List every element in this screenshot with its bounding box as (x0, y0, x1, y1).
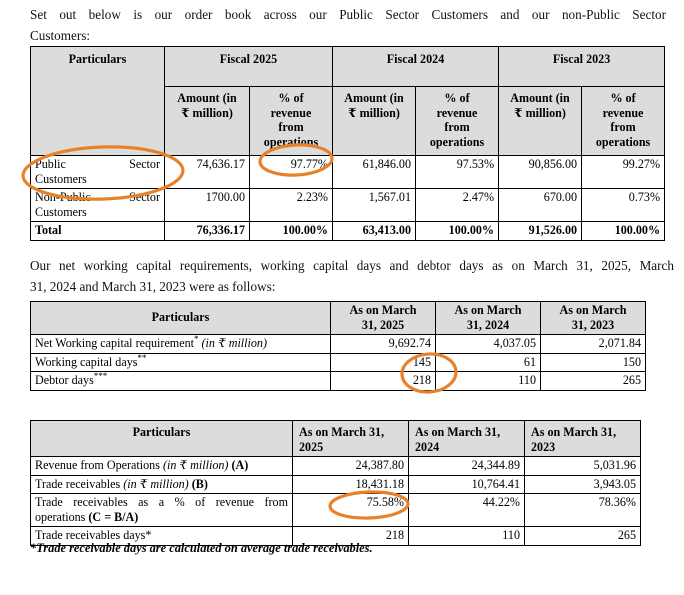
order-book-row-label-public-sector (31, 156, 165, 189)
cell-2023: 265 (525, 527, 641, 546)
cell-fy2025-amount: 76,336.17 (165, 222, 250, 241)
working-capital-header-2025 (331, 302, 436, 335)
row-label-text: Net Working capital requirement (35, 336, 194, 350)
table-footnote: *Trade receivable days are calculated on average trade receivables. (30, 541, 373, 555)
cell-fy2023-amount: 91,526.00 (499, 222, 582, 241)
cell-2024: 44.22% (409, 494, 525, 527)
trade-receivables-table (30, 420, 641, 546)
label-word-2: Sector (129, 157, 160, 171)
order-book-header-row-1 (31, 47, 665, 87)
row-label-unit: (in ₹ million) (123, 476, 189, 491)
footnote-marker: ** (137, 352, 147, 363)
intro-paragraph (30, 4, 666, 46)
order-book-particulars-header: Particulars (31, 47, 165, 156)
cell-2024: 24,344.89 (409, 457, 525, 476)
pct-header-line-4: operations (595, 134, 651, 149)
cell-2024: 4,037.05 (436, 335, 541, 354)
order-book-amount-header-2023 (499, 87, 582, 156)
pct-header-line-2: revenue (436, 105, 478, 120)
order-book-fiscal-2024-header: Fiscal 2024 (333, 47, 499, 87)
label-word-2: Sector (129, 190, 160, 204)
pct-header-line-4: operations (429, 134, 485, 149)
table-row (31, 335, 646, 354)
pct-header-line-3: from (278, 120, 304, 134)
cell-2025: 24,387.80 (293, 457, 409, 476)
working-capital-header-row (31, 302, 646, 335)
row-label-text: Revenue from Operations (35, 458, 160, 472)
cell-2024: 61 (436, 353, 541, 372)
amount-header-line-2: ₹ million) (181, 105, 233, 120)
trade-receivables-row-label-receivable-days: Trade receivables days* (31, 527, 293, 546)
order-book-fiscal-2023-header: Fiscal 2023 (499, 47, 665, 87)
header-line-2: 2024 (415, 439, 440, 454)
cell-fy2024-pct: 2.47% (416, 189, 499, 222)
header-line-2: 2023 (531, 439, 556, 454)
cell-2024: 10,764.41 (409, 475, 525, 494)
table-row (31, 494, 641, 527)
header-line-1: As on March (454, 303, 522, 317)
table-row (31, 189, 665, 222)
header-line-1: As on March 31, (299, 425, 385, 439)
row-label-text: Trade receivables (35, 476, 121, 491)
footnote-marker: * (194, 333, 199, 344)
header-line-2: 2025 (299, 439, 324, 454)
pct-header-line-3: from (444, 120, 470, 134)
header-line-1: As on March 31, (415, 425, 501, 439)
footnote-marker: *** (93, 370, 108, 381)
row-label-code: (A) (231, 458, 249, 472)
trade-receivables-header-2024 (409, 421, 525, 457)
row-label-text: Trade receivables as a % of revenue from (35, 495, 288, 509)
cell-2023: 150 (541, 353, 646, 372)
header-line-1: As on March (559, 303, 627, 317)
cell-fy2023-pct: 0.73% (582, 189, 665, 222)
cell-fy2023-amount: 90,856.00 (499, 156, 582, 189)
working-capital-particulars-header: Particulars (31, 302, 331, 335)
amount-header-line-1: Amount (in (344, 91, 404, 105)
intro-paragraph-line-1: Set out below is our order book across our Public Sector Customers and our non-Public Sector (30, 7, 666, 22)
amount-header-line-2: ₹ million) (348, 105, 400, 120)
cell-2023: 78.36% (525, 494, 641, 527)
order-book-pct-header-2025 (250, 87, 333, 156)
working-capital-row-label-working-capital-days (31, 353, 331, 372)
row-label-code: (C = B/A) (88, 509, 139, 524)
pct-header-line-1: % of (444, 91, 470, 105)
cell-2025: 145 (331, 353, 436, 372)
cell-fy2024-pct: 97.53% (416, 156, 499, 189)
cell-2025: 75.58% (293, 494, 409, 527)
label-word-1: Non-Public (35, 190, 91, 204)
cell-2025: 18,431.18 (293, 475, 409, 494)
cell-2023: 5,031.96 (525, 457, 641, 476)
working-capital-row-label-net-working-capital (31, 335, 331, 354)
order-book-row-label-non-public-sector (31, 189, 165, 222)
working-capital-header-2023 (541, 302, 646, 335)
row-label-code: (B) (191, 476, 208, 491)
cell-fy2024-amount: 61,846.00 (333, 156, 416, 189)
amount-header-line-1: Amount (in (177, 91, 237, 105)
pct-header-line-1: % of (610, 91, 636, 105)
working-capital-intro-paragraph (30, 255, 674, 297)
cell-2023: 3,943.05 (525, 475, 641, 494)
table-row-total (31, 222, 665, 241)
cell-fy2023-pct: 100.00% (582, 222, 665, 241)
order-book-fiscal-2025-header: Fiscal 2025 (165, 47, 333, 87)
trade-receivables-row-label-receivables (31, 475, 293, 494)
order-book-pct-header-2023 (582, 87, 665, 156)
working-capital-table (30, 301, 646, 391)
row-label-unit: (in ₹ million) (201, 336, 268, 350)
cell-fy2025-pct: 2.23% (250, 189, 333, 222)
trade-receivables-header-2023 (525, 421, 641, 457)
cell-2025: 218 (293, 527, 409, 546)
table-row (31, 475, 641, 494)
order-book-amount-header-2024 (333, 87, 416, 156)
cell-2023: 265 (541, 372, 646, 391)
row-label-wrap: operations (35, 509, 89, 524)
row-label-text: Debtor days (35, 373, 94, 387)
pct-header-line-1: % of (278, 91, 304, 105)
pct-header-line-4: operations (263, 134, 319, 149)
row-label-text: Working capital days (35, 354, 138, 369)
trade-receivables-header-2025 (293, 421, 409, 457)
working-capital-row-label-debtor-days (31, 372, 331, 391)
header-line-2: 31, 2024 (466, 317, 510, 332)
pct-header-line-3: from (610, 120, 636, 134)
row-label-unit: (in ₹ million) (162, 458, 229, 472)
cell-fy2024-pct: 100.00% (416, 222, 499, 241)
header-line-2: 31, 2023 (571, 317, 615, 332)
header-line-1: As on March (349, 303, 417, 317)
order-book-amount-header-2025 (165, 87, 250, 156)
cell-fy2025-pct: 100.00% (250, 222, 333, 241)
working-capital-header-2024 (436, 302, 541, 335)
cell-2024: 110 (409, 527, 525, 546)
cell-2025: 9,692.74 (331, 335, 436, 354)
trade-receivables-row-label-revenue (31, 457, 293, 476)
amount-header-line-2: ₹ million) (514, 105, 566, 120)
cell-fy2023-amount: 670.00 (499, 189, 582, 222)
cell-fy2025-pct: 97.77% (250, 156, 333, 189)
label-word-3: Customers (35, 204, 87, 219)
amount-header-line-1: Amount (in (510, 91, 570, 105)
trade-receivables-row-label-pct-of-revenue (31, 494, 293, 527)
table-row (31, 156, 665, 189)
table-row (31, 372, 646, 391)
cell-fy2025-amount: 74,636.17 (165, 156, 250, 189)
order-book-pct-header-2024 (416, 87, 499, 156)
working-capital-intro-line-2: 31, 2024 and March 31, 2023 were as follows: (30, 279, 276, 294)
cell-fy2025-amount: 1700.00 (165, 189, 250, 222)
order-book-table (30, 46, 665, 241)
cell-2023: 2,071.84 (541, 335, 646, 354)
pct-header-line-2: revenue (602, 105, 644, 120)
label-word-1: Public (35, 157, 66, 171)
trade-receivables-header-row (31, 421, 641, 457)
cell-2024: 110 (436, 372, 541, 391)
header-line-1: As on March 31, (531, 425, 617, 439)
pct-header-line-2: revenue (270, 105, 312, 120)
cell-2025: 218 (331, 372, 436, 391)
cell-fy2023-pct: 99.27% (582, 156, 665, 189)
table-row (31, 353, 646, 372)
order-book-row-label-total: Total (31, 222, 165, 241)
intro-paragraph-line-2: Customers: (30, 28, 91, 43)
working-capital-intro-line-1: Our net working capital requirements, working capital days and debtor days as on March 31, 2025, March (30, 258, 674, 273)
trade-receivables-particulars-header: Particulars (31, 421, 293, 457)
header-line-2: 31, 2025 (361, 317, 405, 332)
cell-fy2024-amount: 1,567.01 (333, 189, 416, 222)
cell-fy2024-amount: 63,413.00 (333, 222, 416, 241)
label-word-3: Customers (35, 171, 87, 186)
table-row (31, 457, 641, 476)
